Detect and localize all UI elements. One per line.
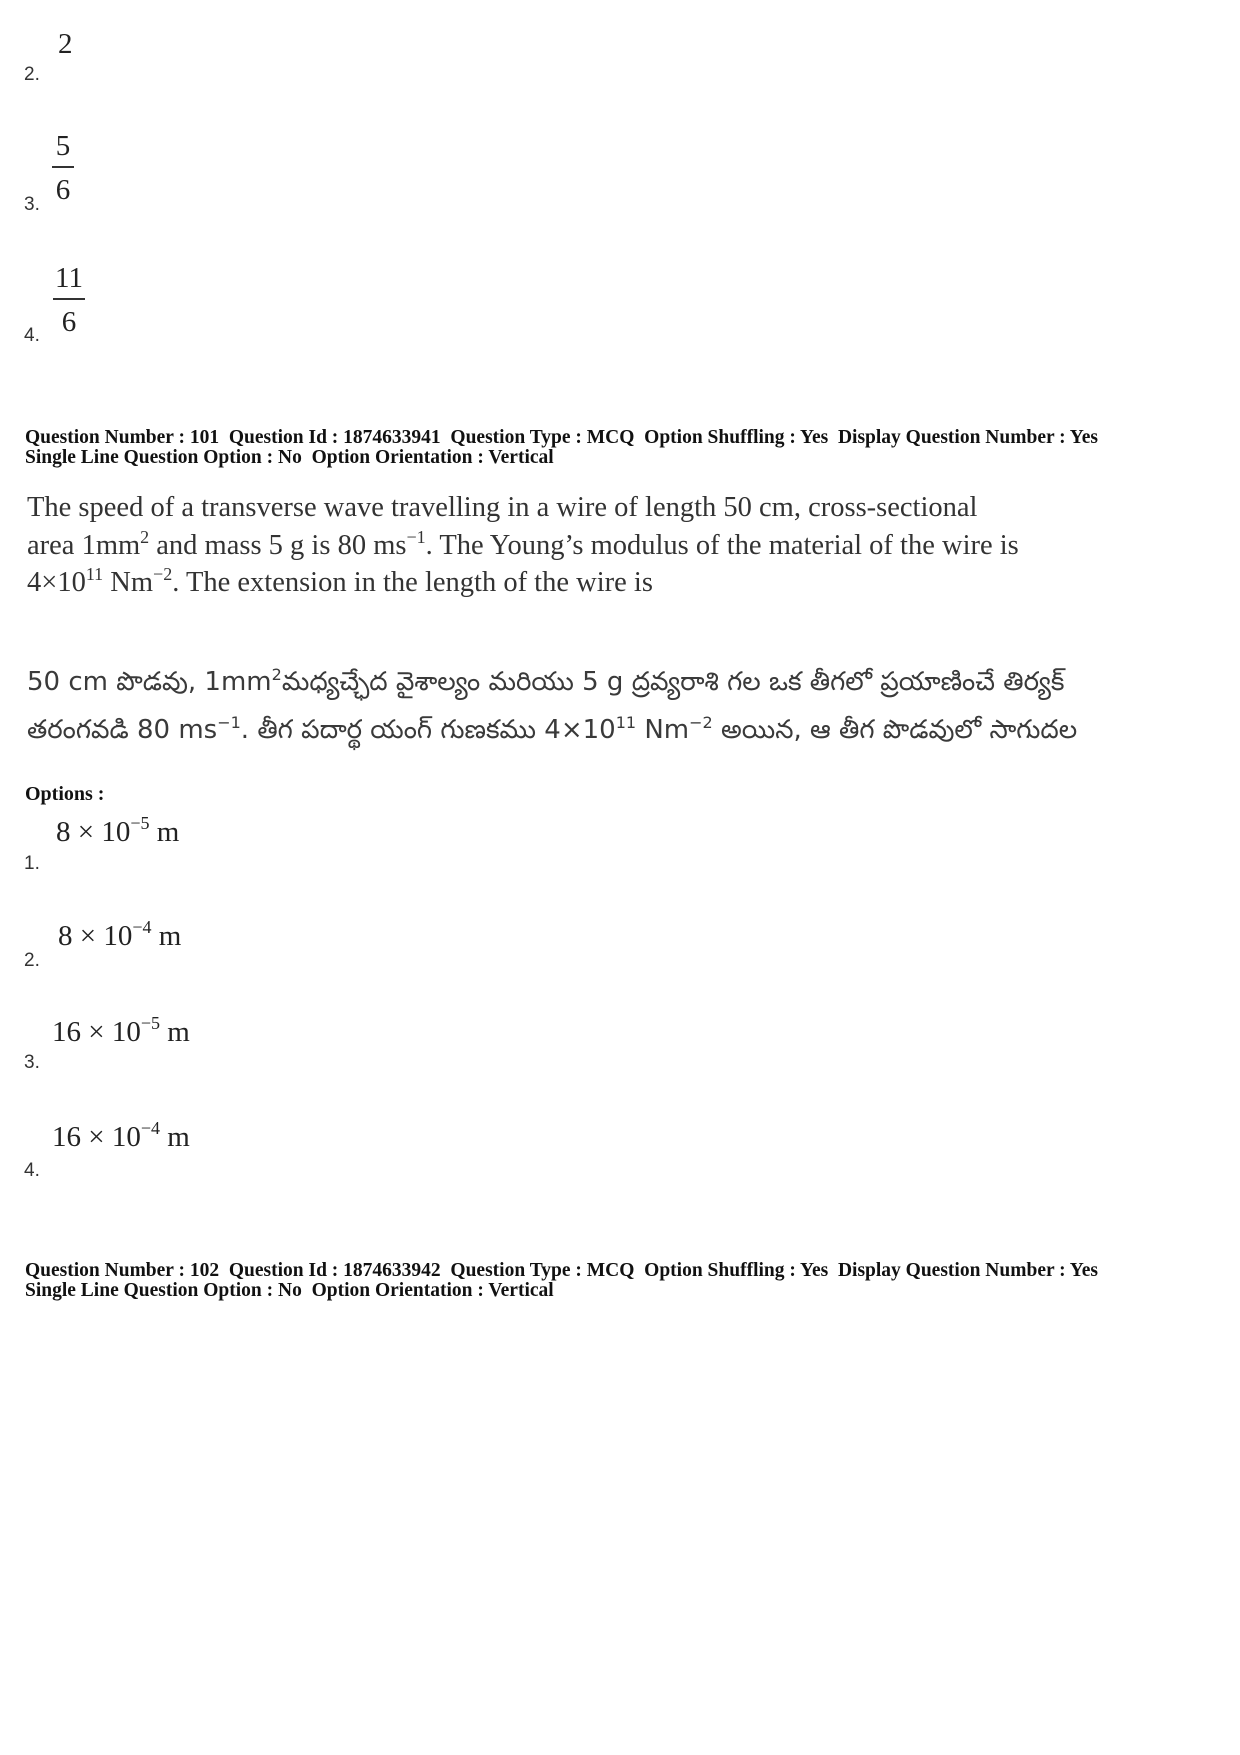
q101-option-4-number: 4. (24, 1160, 40, 1181)
q101-telugu-line2: తరంగవడి 80 $ms^{-1}$. తీగ పదార్థ యంగ్ గుణకము $4\times 10^{11}$ $Nm^{-2}$ అయిన, ఆ తీగ పొడవులో సాగుదల (27, 713, 1078, 745)
prev-option-4-denominator: 6 (61, 306, 77, 338)
q101-meta-line2: Single Line Question Option : No Option Orientation : Vertical (25, 447, 554, 468)
options-label: Options : (25, 783, 105, 805)
q101-telugu-line1: 50 cm పొడవు, $1mm^2మధ్యచ్ఛేద$ వైశాల్యం మరియు 5 g ద్రవ్యరాశి గల ఒక తీగలో ప్రయాణించే తిర్యక్ (27, 665, 1065, 697)
q102-meta-line2: Single Line Question Option : No Option Orientation : Vertical (25, 1280, 554, 1301)
prev-option-3-number: 3. (24, 194, 40, 215)
q101-option-4-value: $16 \times 10^{-4}$ m (52, 1118, 190, 1153)
q101-option-3-number: 3. (24, 1052, 40, 1073)
fraction-bar (52, 166, 74, 168)
q101-option-2-number: 2. (24, 950, 40, 971)
prev-option-4-numerator: 11 (55, 262, 83, 294)
prev-option-3-denominator: 6 (55, 174, 71, 206)
prev-option-2-number: 2. (24, 64, 40, 85)
prev-option-2-value: 2 (58, 28, 73, 60)
prev-option-3-fraction (52, 130, 74, 206)
q101-option-2-value: $8 \times 10^{-4}$ m (58, 917, 182, 952)
q101-english-line2: area $1mm^2$ and mass 5 g is 80 $ms^{-1}$. The Young’s modulus of the material of the wire is (27, 527, 1019, 561)
fraction-bar (53, 298, 85, 300)
prev-option-3-numerator: 5 (55, 130, 71, 162)
q101-meta-line1: Question Number : 101 Question Id : 1874633941 Question Type : MCQ Option Shuffling : Yes Display Question Number : Yes (25, 427, 1098, 448)
q101-option-1-number: 1. (24, 853, 40, 874)
prev-option-4-fraction (53, 262, 85, 338)
prev-option-4-number: 4. (24, 325, 40, 346)
q101-english-line3: $4\times 10^{11}$ $Nm^{-2}$. The extension in the length of the wire is (27, 564, 653, 598)
q101-option-1-value: $8 \times 10^{-5}$ m (56, 813, 180, 848)
q102-meta-line1: Question Number : 102 Question Id : 1874633942 Question Type : MCQ Option Shuffling : Yes Display Question Number : Yes (25, 1260, 1098, 1281)
q101-option-3-value: $16 \times 10^{-5}$ m (52, 1013, 190, 1048)
q101-english-line1: The speed of a transverse wave travelling in a wire of length 50 cm, cross-sectional (27, 492, 978, 523)
